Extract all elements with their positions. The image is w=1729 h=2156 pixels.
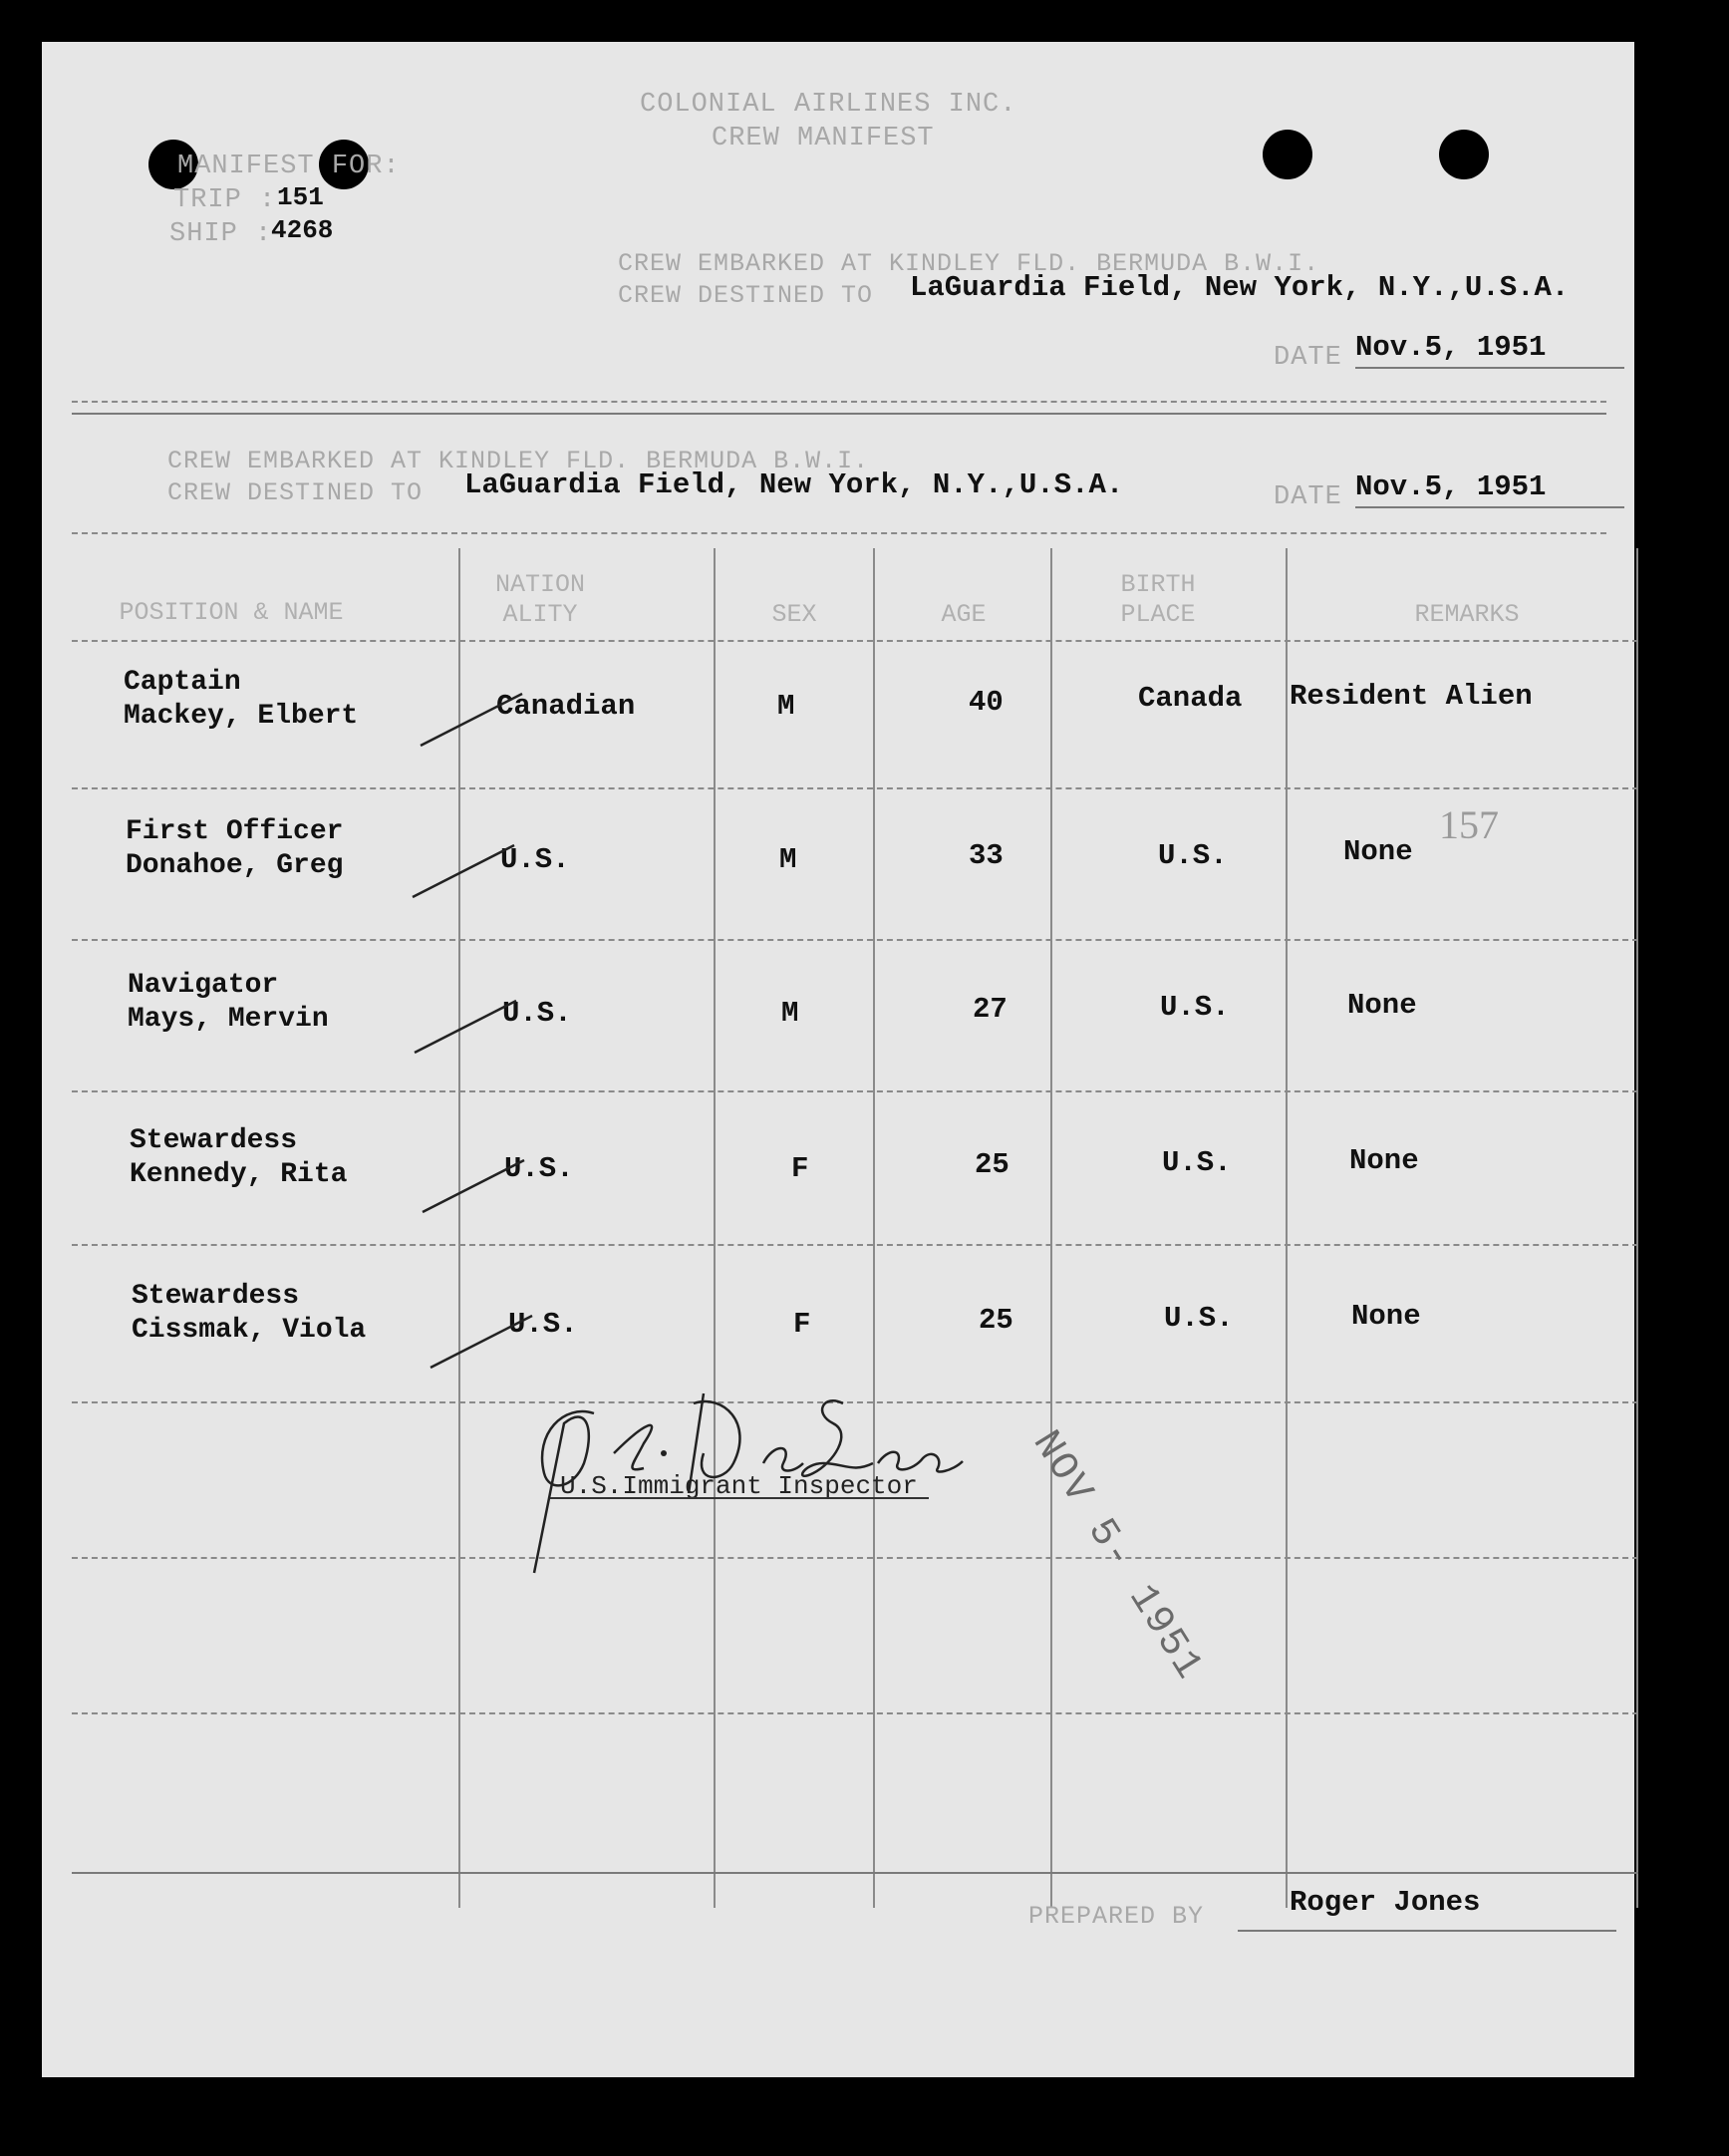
crew-position: Stewardess: [132, 1281, 300, 1312]
crew-position: First Officer: [126, 816, 344, 847]
crew-remarks: None: [1351, 1300, 1421, 1333]
crew-nationality: U.S.: [504, 1152, 574, 1185]
crew-sex: M: [781, 997, 799, 1030]
row-separator-1: [72, 787, 1638, 789]
crew-birthplace: U.S.: [1164, 1302, 1234, 1335]
crew-sex: F: [791, 1152, 809, 1185]
date-underline-second: [1355, 506, 1624, 508]
embarked-label-top: CREW EMBARKED AT KINDLEY FLD. BERMUDA B.W.I.: [618, 249, 1320, 278]
crew-nationality: Canadian: [496, 690, 636, 723]
crew-nationality: U.S.: [500, 843, 570, 876]
crew-birthplace: Canada: [1138, 682, 1243, 715]
trip-label: TRIP :: [173, 185, 277, 215]
crew-birthplace: U.S.: [1160, 991, 1230, 1024]
col-divider-2: [714, 548, 716, 1908]
col-divider-5: [1286, 548, 1288, 1908]
destined-value-second: LaGuardia Field, New York, N.Y.,U.S.A.: [464, 468, 1124, 501]
crew-birthplace: U.S.: [1162, 1146, 1232, 1179]
col-header-nationality: NATION ALITY: [494, 570, 585, 629]
crew-remarks: Resident Alien: [1290, 680, 1533, 713]
crew-sex: M: [779, 843, 797, 876]
check-mark-icon: [419, 1154, 528, 1224]
crew-remarks: None: [1343, 835, 1413, 868]
crew-name: Donahoe, Greg: [126, 850, 344, 881]
crew-name: Mays, Mervin: [128, 1004, 329, 1035]
prepared-by-value: Roger Jones: [1290, 1886, 1481, 1919]
row-separator-8: [72, 1872, 1638, 1874]
row-separator-2: [72, 939, 1638, 941]
document-type: CREW MANIFEST: [712, 124, 935, 154]
prepared-by-label: PREPARED BY: [1028, 1902, 1205, 1931]
company-name: COLONIAL AIRLINES INC.: [640, 90, 1017, 120]
page-number: 157: [1439, 802, 1499, 847]
crew-age: 25: [975, 1148, 1009, 1181]
crew-nationality: U.S.: [508, 1308, 578, 1341]
crew-sex: M: [777, 690, 795, 723]
crew-age: 25: [979, 1304, 1013, 1337]
check-mark-icon: [417, 688, 526, 758]
crew-birthplace: U.S.: [1158, 839, 1228, 872]
prepared-by-underline: [1238, 1930, 1616, 1932]
check-mark-icon: [409, 839, 518, 909]
col-header-age: AGE: [941, 600, 987, 629]
date-underline-top: [1355, 367, 1624, 369]
check-mark-icon: [411, 995, 520, 1065]
crew-position: Stewardess: [130, 1125, 298, 1156]
crew-name: Cissmak, Viola: [132, 1315, 367, 1346]
divider-1: [72, 401, 1606, 403]
crew-position: Captain: [124, 667, 241, 698]
destined-label-second: CREW DESTINED TO: [167, 478, 424, 507]
ship-value: 4268: [271, 215, 334, 245]
row-separator-7: [72, 1712, 1638, 1714]
punch-hole-right-1: [1263, 130, 1312, 179]
crew-age: 40: [969, 686, 1004, 719]
crew-remarks: None: [1347, 989, 1417, 1022]
crew-age: 33: [969, 839, 1004, 872]
embarked-label-second: CREW EMBARKED AT KINDLEY FLD. BERMUDA B.W.I.: [167, 447, 870, 475]
row-separator-0: [72, 640, 1638, 642]
crew-name: Kennedy, Rita: [130, 1159, 348, 1190]
crew-nationality: U.S.: [502, 997, 572, 1030]
crew-sex: F: [793, 1308, 811, 1341]
divider-2: [72, 413, 1606, 415]
col-header-position-name: POSITION & NAME: [119, 598, 344, 627]
col-header-birthplace: BIRTH PLACE: [1120, 570, 1196, 629]
inspector-signature-line: [550, 1497, 929, 1499]
crew-name: Mackey, Elbert: [124, 701, 359, 732]
date-value-second: Nov.5, 1951: [1355, 470, 1547, 503]
trip-value: 151: [277, 182, 324, 212]
crew-position: Navigator: [128, 970, 279, 1001]
punch-hole-right-2: [1439, 130, 1489, 179]
manifest-sheet: [42, 42, 1634, 2077]
crew-remarks: None: [1349, 1144, 1419, 1177]
destined-value-top: LaGuardia Field, New York, N.Y.,U.S.A.: [910, 271, 1570, 304]
col-divider-4: [1050, 548, 1052, 1908]
date-label-top: DATE: [1274, 343, 1342, 373]
manifest-for-label: MANIFEST FOR:: [177, 152, 401, 181]
ship-label: SHIP :: [169, 219, 273, 249]
divider-3: [72, 532, 1606, 534]
col-header-sex: SEX: [771, 600, 817, 629]
date-label-second: DATE: [1274, 482, 1342, 512]
date-stamp: NOV 5- 1951: [1021, 1423, 1212, 1690]
row-separator-3: [72, 1090, 1638, 1092]
col-header-remarks: REMARKS: [1414, 600, 1520, 629]
inspector-title: U.S.Immigrant Inspector: [560, 1471, 918, 1501]
crew-age: 27: [973, 993, 1008, 1026]
col-divider-right: [1636, 548, 1638, 1908]
date-value-top: Nov.5, 1951: [1355, 331, 1547, 364]
col-divider-3: [873, 548, 875, 1908]
destined-label-top: CREW DESTINED TO: [618, 281, 874, 310]
row-separator-4: [72, 1244, 1638, 1246]
